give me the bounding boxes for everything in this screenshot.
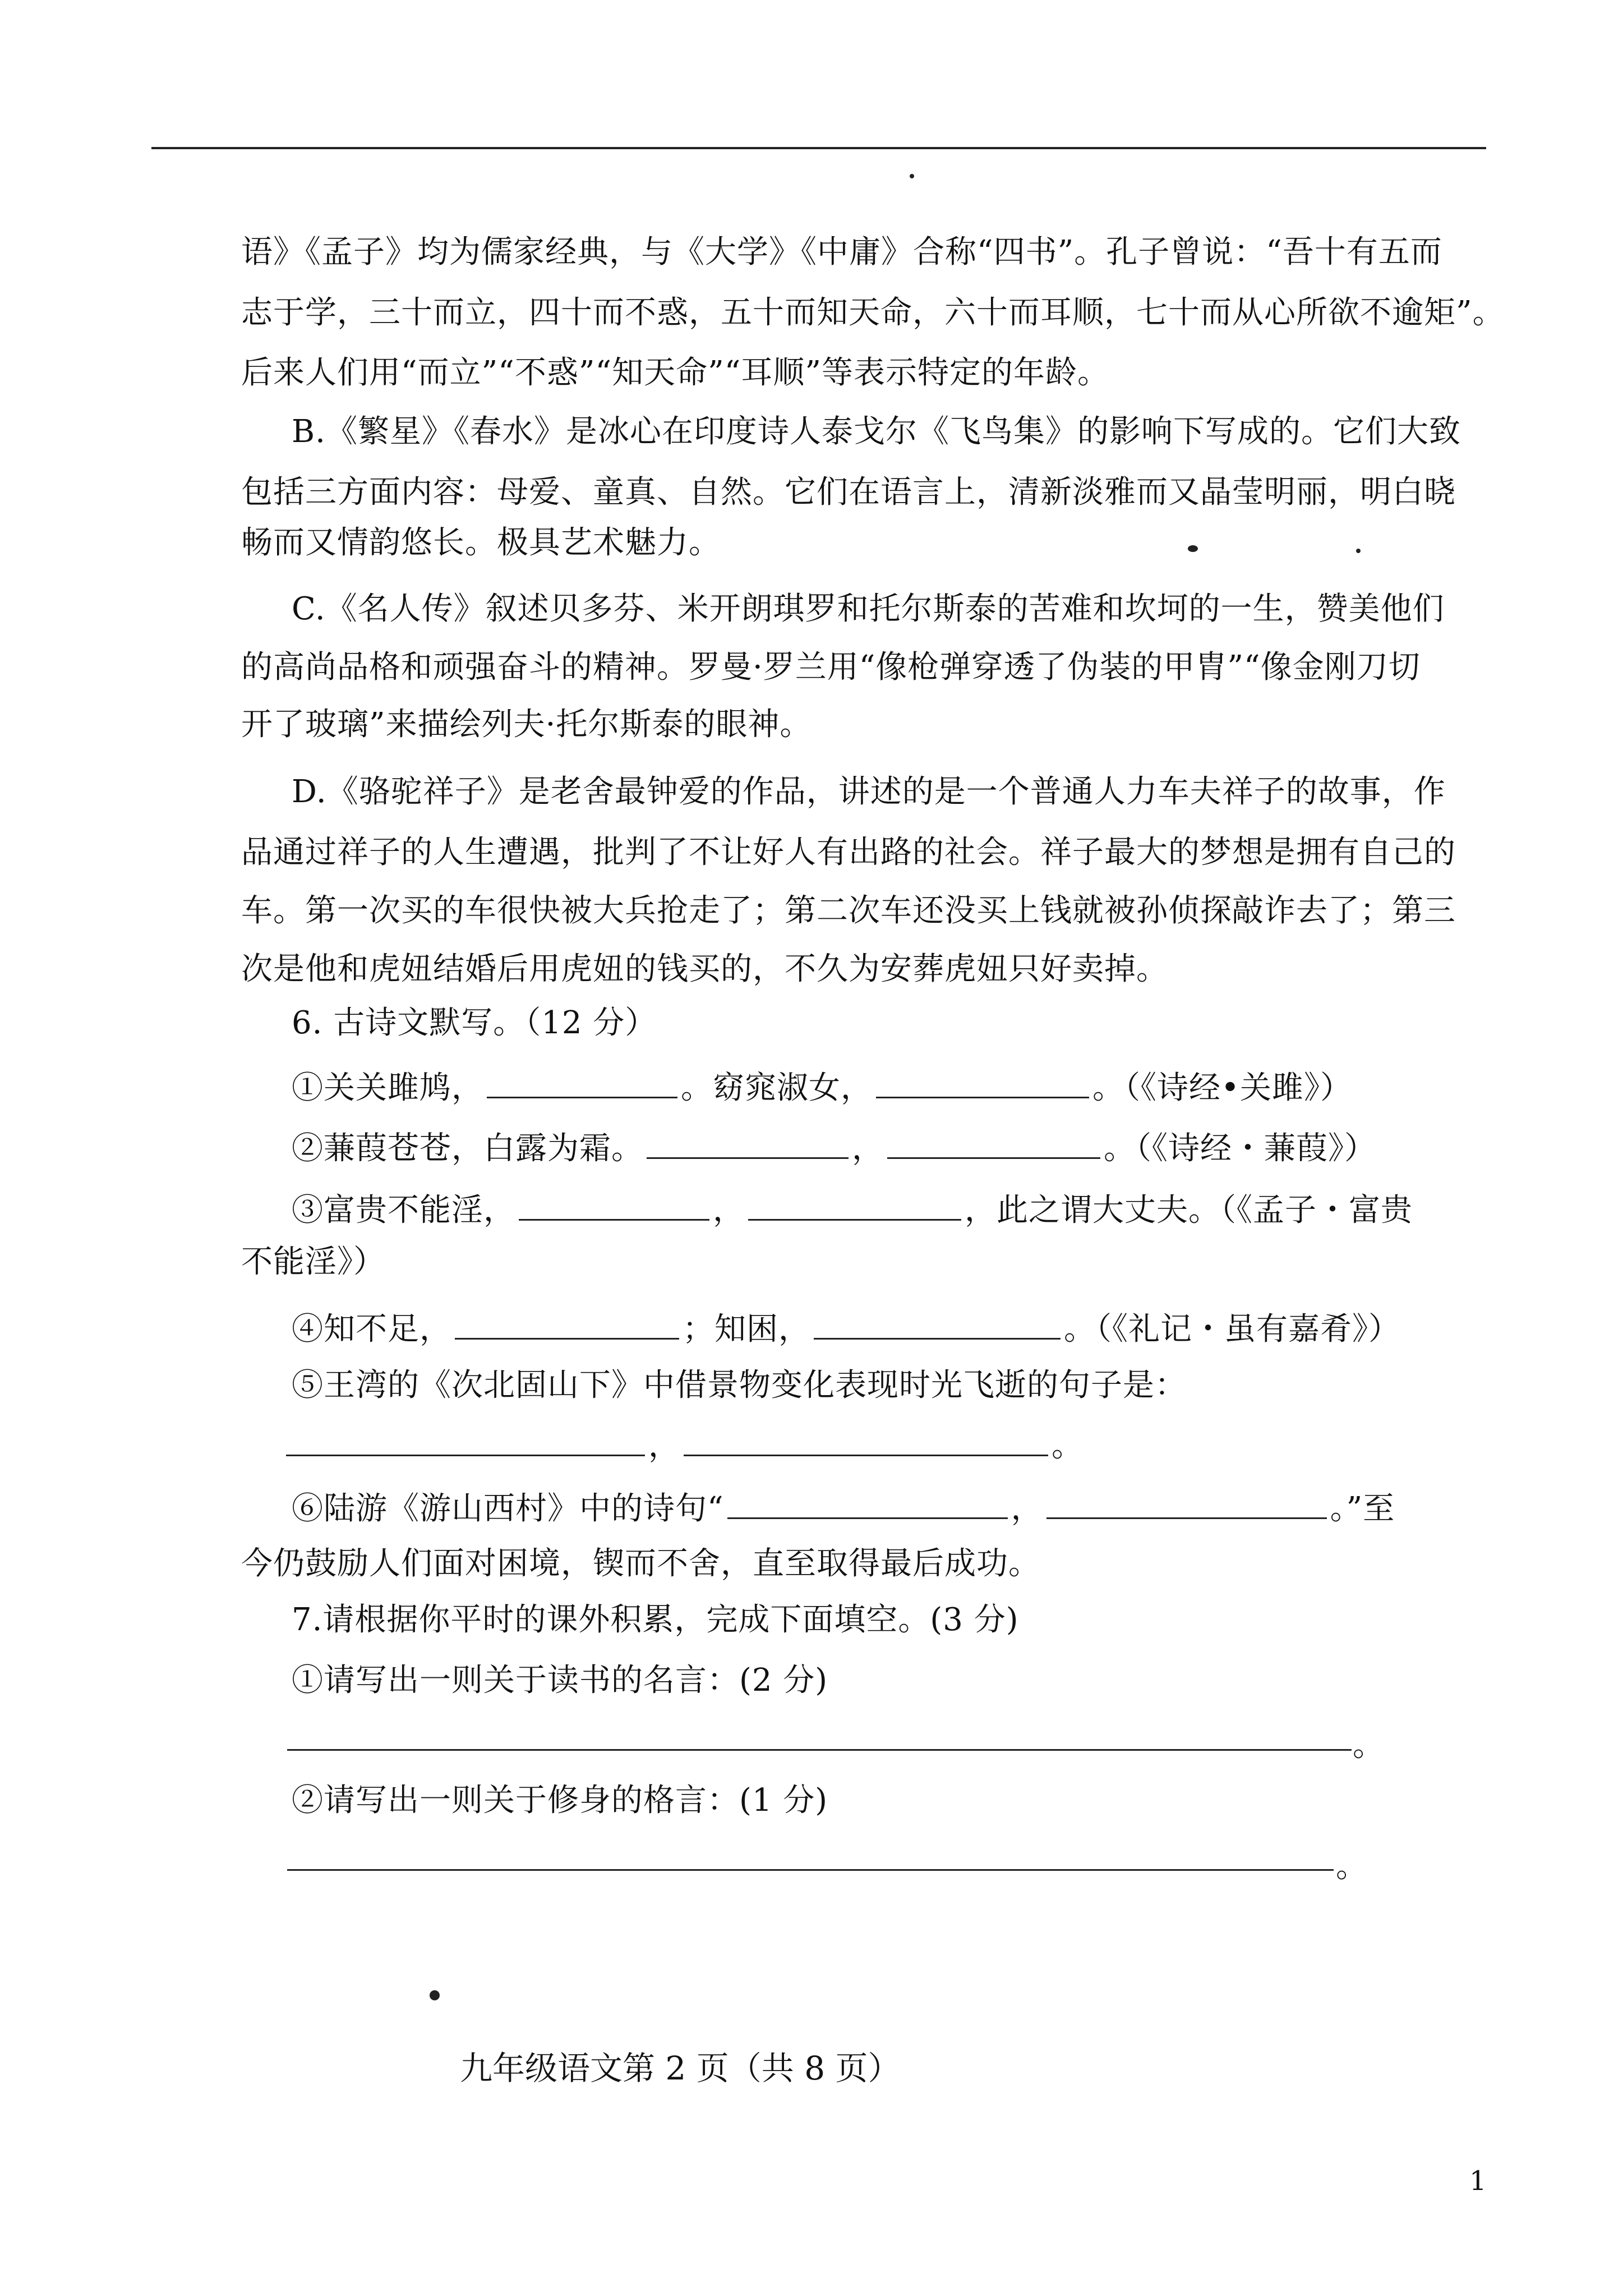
answer-blank[interactable] <box>519 1190 709 1221</box>
q6-item-3-cont: 不能淫》） <box>241 1244 385 1280</box>
q6-item-5: ⑤王湾的《次北固山下》中借景物变化表现时光飞逝的句子是： <box>292 1367 1187 1404</box>
option-b-line: B.《繁星》《春水》是冰心在印度诗人泰戈尔《飞鸟集》的影响下写成的。它们大致 <box>292 413 1461 450</box>
q6-item-4: ④知不足， ；知困， 。（《礼记・虽有嘉肴》） <box>292 1307 1400 1352</box>
question-6-title: 6. 古诗文默写。（12 分） <box>292 1005 657 1041</box>
answer-blank[interactable] <box>727 1488 1008 1519</box>
q6-item-2: ②蒹葭苍苍，白露为霜。 ， 。（《诗经・蒹葭》） <box>292 1126 1376 1171</box>
answer-blank[interactable] <box>1046 1488 1327 1519</box>
paragraph-a-line: 志于学，三十而立，四十而不惑，五十而知天命，六十而耳顺，七十而从心所欲不逾矩”。 <box>241 295 1505 331</box>
q7-item-1: ①请写出一则关于读书的名言：(2 分) <box>292 1662 828 1699</box>
option-d-line: D.《骆驼祥子》是老舍最钟爱的作品，讲述的是一个普通人力车夫祥子的故事，作 <box>292 774 1446 810</box>
answer-blank[interactable] <box>684 1425 1048 1456</box>
paragraph-a-line: 语》《孟子》均为儒家经典，与《大学》《中庸》合称“四书”。孔子曾说：“吾十有五而 <box>241 234 1442 270</box>
option-d-line: 次是他和虎妞结婚后用虎妞的钱买的，不久为安葬虎妞只好卖掉。 <box>241 951 1168 987</box>
answer-blank[interactable] <box>814 1309 1061 1340</box>
question-7-title: 7.请根据你平时的课外积累，完成下面填空。(3 分) <box>292 1602 1019 1638</box>
scan-speck <box>430 1990 440 2000</box>
page-footer: 九年级语文第 2 页（共 8 页） <box>460 2049 901 2087</box>
q6-item-3: ③富贵不能淫， ， ，此之谓大丈夫。（《孟子・富贵 <box>292 1188 1413 1233</box>
q7-item-2: ②请写出一则关于修身的格言：(1 分) <box>292 1782 828 1819</box>
answer-blank[interactable] <box>455 1309 679 1340</box>
header-rule <box>151 147 1486 149</box>
answer-blank[interactable] <box>748 1190 961 1221</box>
option-c-line: 开了玻璃”来描绘列夫·托尔斯泰的眼神。 <box>241 706 812 743</box>
q6-item-1: ①关关雎鸠， 。窈窕淑女， 。（《诗经•关雎》） <box>292 1066 1352 1111</box>
q6-item-5-answer: ， 。 <box>286 1424 1083 1469</box>
answer-blank[interactable] <box>876 1068 1089 1098</box>
option-b-line: 包括三方面内容：母爱、童真、自然。它们在语言上，清新淡雅而又晶莹明丽，明白晓 <box>241 474 1456 510</box>
answer-blank[interactable] <box>286 1425 645 1456</box>
q6-item-6: ⑥陆游《游山西村》中的诗句“ ， 。”至 <box>292 1487 1395 1531</box>
scan-speck <box>910 174 914 178</box>
answer-line[interactable] <box>287 1869 1334 1871</box>
scan-speck <box>1356 549 1361 553</box>
q7-item-1-end: 。 <box>1353 1727 1385 1764</box>
answer-line[interactable] <box>287 1749 1352 1751</box>
q7-item-2-end: 。 <box>1336 1848 1368 1885</box>
option-c-line: C.《名人传》叙述贝多芬、米开朗琪罗和托尔斯泰的苦难和坎坷的一生，赞美他们 <box>292 591 1445 627</box>
answer-blank[interactable] <box>487 1068 677 1098</box>
option-c-line: 的高尚品格和顽强奋斗的精神。罗曼·罗兰用“像枪弹穿透了伪装的甲胄”“像金刚刀切 <box>241 649 1421 685</box>
option-b-line: 畅而又情韵悠长。极具艺术魅力。 <box>241 524 721 561</box>
answer-blank[interactable] <box>887 1128 1100 1159</box>
option-d-line: 品通过祥子的人生遭遇，批判了不让好人有出路的社会。祥子最大的梦想是拥有自己的 <box>241 834 1456 871</box>
paragraph-a-line: 后来人们用“而立”“不惑”“知天命”“耳顺”等表示特定的年龄。 <box>241 355 1110 391</box>
q6-item-6-cont: 今仍鼓励人们面对困境，锲而不舍，直至取得最后成功。 <box>241 1545 1040 1582</box>
scan-speck <box>1188 545 1198 552</box>
answer-blank[interactable] <box>647 1128 849 1159</box>
option-d-line: 车。第一次买的车很快被大兵抢走了；第二次车还没买上钱就被孙侦探敲诈去了；第三 <box>241 892 1456 929</box>
page-number: 1 <box>1469 2165 1487 2197</box>
